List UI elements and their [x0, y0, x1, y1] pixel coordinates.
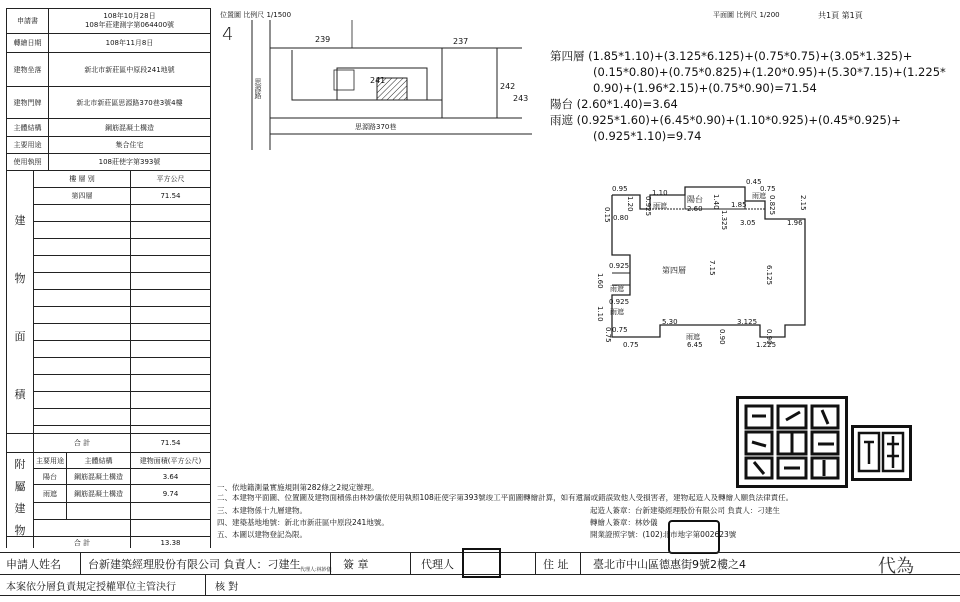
annex-total-area: 13.38 — [160, 538, 181, 547]
annex-header-use: 主要用途 — [36, 456, 64, 465]
annex-area-2: 9.74 — [162, 489, 179, 498]
address-label: 住 址 — [543, 558, 569, 571]
vertical-char-1: 建 — [14, 214, 26, 227]
seal-stamp-large — [736, 396, 848, 488]
value-application: 108年10月28日 108年莊建測字第064400號 — [84, 12, 175, 29]
annex-struct-1: 鋼筋混凝土構造 — [74, 472, 123, 481]
dim-22: 5.30 — [662, 318, 678, 326]
value-address: 新北市新莊區思源路370巷3號4樓 — [76, 98, 183, 107]
seal-label: 簽 章 — [343, 558, 369, 571]
floor-plan-balcony: 陽台 — [687, 195, 703, 204]
dim-2: 0.45 — [746, 178, 762, 186]
annex-header-area: 建物面積(平方公尺) — [139, 456, 202, 465]
dim-28: 0.75 — [623, 341, 639, 349]
formula-line-5: 雨遮 (0.925*1.60)+(6.45*0.90)+(1.10*0.925)+(0.45*0.925)+ — [550, 113, 901, 127]
formula-line-2: (0.15*0.80)+(0.75*0.825)+(1.20*0.95)+(5.30*7.15)+(1.225* — [593, 65, 946, 79]
sign-builder: 起造人簽章：台新建築經理股份有限公司 負責人：刁建生 — [590, 506, 780, 515]
parcel-242: 242 — [500, 82, 516, 91]
dim-12: 0.15 — [603, 207, 611, 223]
road-name-vertical: 思源路 — [254, 78, 262, 99]
seal-stamp-agent — [462, 548, 501, 578]
note-3: 三、本建物係十九層建物。 — [217, 506, 307, 515]
formula-line-4: 陽台 (2.60*1.40)=3.64 — [550, 97, 678, 111]
value-main-use: 集合住宅 — [115, 141, 144, 149]
floor-plan-canopy-4: 雨遮 — [610, 308, 624, 316]
annex-vertical-4: 物 — [14, 524, 26, 537]
annex-vertical-2: 屬 — [14, 480, 26, 493]
seal-stamp-small — [851, 425, 912, 481]
dim-3: 0.75 — [760, 185, 776, 193]
subtotal-label: 合 計 — [73, 439, 91, 447]
header-area: 平方公尺 — [156, 175, 185, 183]
annex-vertical-3: 建 — [14, 502, 26, 515]
vertical-char-3: 面 — [14, 330, 26, 343]
sign-transferer: 轉繪人簽章：林妙儀 — [590, 518, 658, 527]
dim-26: 0.90 — [718, 329, 726, 345]
dim-0: 0.95 — [612, 185, 628, 193]
applicant-label: 申請人姓名 — [6, 558, 61, 571]
annex-area-1: 3.64 — [162, 472, 179, 481]
dim-11: 2.15 — [799, 195, 807, 211]
subtotal-area: 71.54 — [160, 439, 181, 447]
dim-13: 0.80 — [613, 214, 629, 222]
label-address: 建物門牌 — [13, 98, 42, 107]
formula-line-6: (0.925*1.10)=9.74 — [593, 129, 702, 143]
applicant-name: 台新建築經理股份有限公司 負責人：刁建生 — [88, 558, 301, 571]
annex-vertical-1: 附 — [14, 458, 26, 471]
north-arrow-icon: 4 — [222, 24, 234, 45]
floor-plan-room-label: 第四層 — [662, 266, 686, 275]
dim-23: 3.125 — [737, 318, 758, 326]
floor-plan-canopy-5: 雨遮 — [686, 333, 700, 341]
dim-9: 1.325 — [720, 210, 728, 231]
dim-18: 0.925 — [609, 262, 630, 270]
parcel-237: 237 — [453, 37, 469, 46]
formula-line-1: 第四層 (1.85*1.10)+(3.125*6.125)+(0.75*0.75)+(3.05*1.325)+ — [550, 49, 913, 63]
dim-16: 7.15 — [708, 260, 716, 276]
plan-scale: 平面圖 比例尺 1/200 — [713, 11, 780, 19]
annex-total-label: 合 計 — [73, 538, 91, 547]
dim-1: 1.10 — [652, 189, 668, 197]
value-location: 新北市新莊區中原段241地號 — [84, 65, 175, 74]
dim-25: 0.75 — [612, 326, 628, 334]
sign-license: 開業證照字號：(102)北市地字第002623號 — [590, 530, 737, 539]
dim-8: 1.85 — [731, 201, 747, 209]
floor-name: 第四層 — [71, 192, 93, 200]
dim-20: 0.925 — [609, 298, 630, 306]
label-main-use: 主要用途 — [13, 141, 42, 149]
vertical-char-4: 積 — [14, 388, 26, 401]
dim-19: 1.60 — [596, 273, 604, 289]
dim-17: 6.125 — [765, 265, 773, 286]
dim-24: 0.75 — [604, 327, 612, 343]
dim-7: 1.40 — [712, 194, 720, 210]
label-application: 申請書 — [17, 17, 38, 25]
seal-stamp-transferer — [668, 520, 720, 554]
vertical-char-2: 物 — [14, 272, 26, 285]
floor-area: 71.54 — [160, 192, 181, 200]
note-1: 一、依地籍測量實施規則第282條之2規定辦理。 — [217, 483, 379, 492]
dim-4: 1.20 — [626, 196, 634, 212]
label-location: 建物坐落 — [13, 65, 42, 74]
bottom-note: 本案依分層負責規定授權單位主管決行 — [6, 582, 176, 593]
handwritten-mark: 代為 — [878, 556, 914, 577]
parcel-239: 239 — [315, 35, 331, 44]
note-4: 四、建築基地地號：新北市新莊區中原段241地號。 — [217, 518, 389, 527]
parcel-243: 243 — [513, 94, 529, 103]
value-license: 108莊使字第393號 — [98, 158, 161, 166]
floor-plan-canopy-3: 雨遮 — [610, 285, 624, 293]
dim-15: 1.96 — [787, 219, 803, 227]
label-transfer-date: 轉繪日期 — [13, 39, 42, 47]
label-license: 使用執照 — [13, 158, 42, 166]
road-lane-name: 思源路370巷 — [355, 123, 397, 131]
annex-use-1: 陽台 — [43, 472, 57, 481]
dim-6: 2.60 — [687, 205, 703, 213]
dim-30: 1.225 — [756, 341, 777, 349]
check-label: 核 對 — [215, 582, 239, 593]
note-5: 五、本圖以建物登記為限。 — [217, 530, 307, 539]
dim-21: 1.10 — [596, 306, 604, 322]
page-count: 共1頁 第1頁 — [818, 11, 863, 20]
floor-plan-canopy-2: 雨遮 — [752, 192, 766, 200]
location-map-title: 位置圖 比例尺 1/1500 — [220, 11, 292, 19]
dim-5: 0.925 — [644, 196, 652, 217]
formula-line-3: 0.90)+(1.96*2.15)+(0.75*0.90)=71.54 — [593, 81, 817, 95]
dim-10: 0.825 — [768, 195, 776, 216]
dim-29: 6.45 — [687, 341, 703, 349]
annex-header-struct: 主體結構 — [84, 456, 113, 465]
header-floor: 樓 層 別 — [69, 175, 95, 183]
agent-small: 代理人:林妙儀 — [300, 567, 332, 573]
annex-struct-2: 鋼筋混凝土構造 — [74, 489, 123, 498]
value-structure: 鋼筋混凝土構造 — [105, 123, 154, 132]
annex-use-2: 雨遮 — [43, 489, 57, 498]
note-2: 二、本建物平面圖、位置圖及建物面積係由林妙儀依使用執照108莊使字第393號竣工平面圖轉繪計算，如有遺漏或錯誤致他人受損害者，建物起造人及轉繪人願負法律責任。 — [217, 494, 794, 502]
value-transfer-date: 108年11月8日 — [105, 39, 154, 47]
address-value: 臺北市中山區德惠街9號2樓之4 — [593, 558, 746, 571]
floor-plan-canopy-1: 雨遮 — [653, 202, 667, 210]
dim-27: 0.90 — [765, 329, 773, 345]
agent-label: 代理人 — [421, 558, 454, 571]
dim-14: 3.05 — [740, 219, 756, 227]
label-structure: 主體結構 — [13, 123, 42, 132]
parcel-241: 241 — [370, 76, 386, 85]
